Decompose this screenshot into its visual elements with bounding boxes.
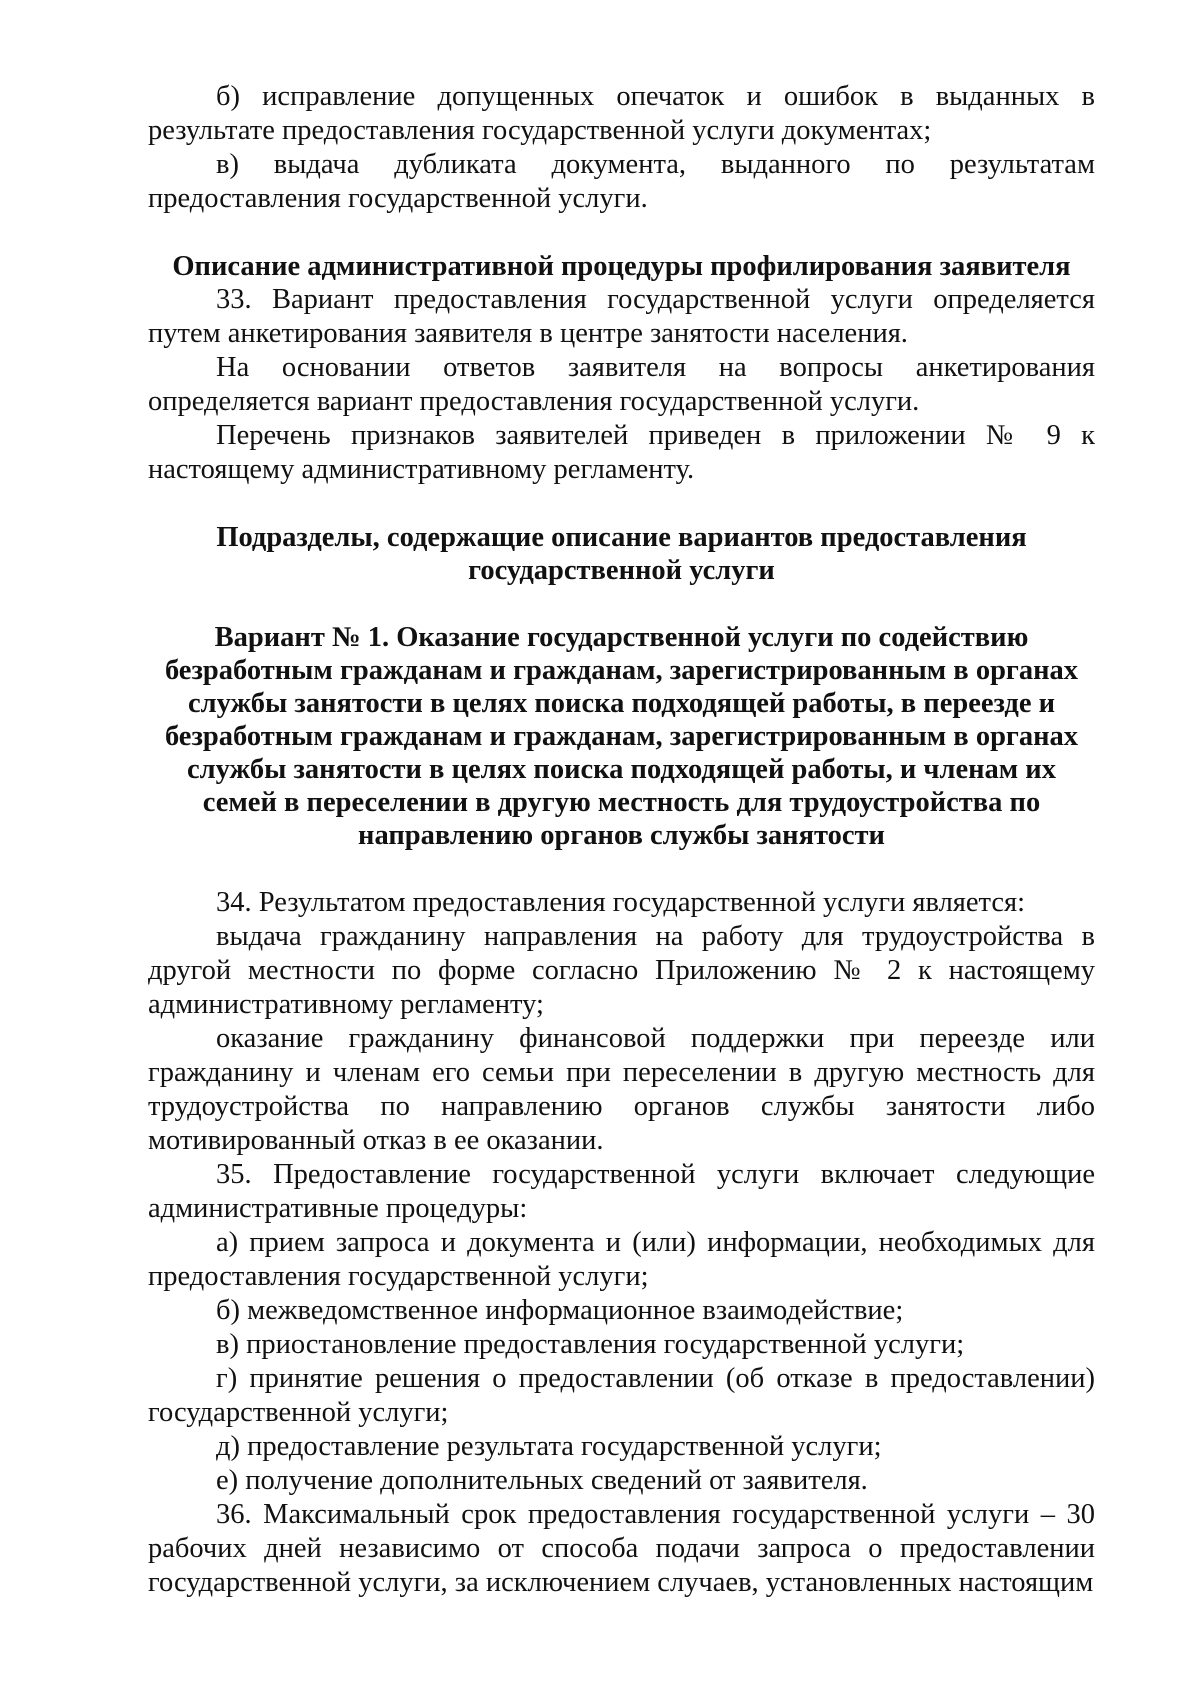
paragraph-35: 35. Предоставление государственной услуги включает следующие административные процедуры: — [148, 1159, 1095, 1224]
paragraph-procedure-d: д) предоставление результата государственной услуги; — [216, 1431, 882, 1462]
paragraph-procedure-v: в) приостановление предоставления государственной услуги; — [216, 1329, 965, 1360]
heading-variant-1: Вариант № 1. Оказание государственной услуги по содействию безработным гражданам и гражданам, зарегистрированным в органах службы занятости в целях поиска подходящей работы, в переезде и безработным гражданам и гражданам, зарегистрированным в органах службы занятости в целях поиска подходящей работы, и членам их семей в переселении в другую местность для трудоустройства по направлению органов службы занятости — [164, 622, 1079, 851]
paragraph-procedure-b: б) межведомственное информационное взаимодействие; — [216, 1295, 904, 1326]
paragraph-applicant-features: Перечень признаков заявителей приведен в приложении № 9 к настоящему административному регламенту. — [148, 420, 1095, 485]
heading-subsections: Подразделы, содержащие описание вариантов предоставления государственной услуги — [216, 522, 1027, 586]
paragraph-item-v-duplicate: в) выдача дубликата документа, выданного по результатам предоставления государственной услуги. — [148, 149, 1095, 214]
paragraph-33: 33. Вариант предоставления государственной услуги определяется путем анкетирования заявителя в центре занятости населения. — [148, 284, 1095, 349]
paragraph-34: 34. Результатом предоставления государственной услуги является: — [216, 887, 1026, 918]
paragraph-survey-answers: На основании ответов заявителя на вопросы анкетирования определяется вариант предоставления государственной услуги. — [148, 352, 1095, 417]
paragraph-result-referral: выдача гражданину направления на работу для трудоустройства в другой местности по форме согласно Приложению № 2 к настоящему административному регламенту; — [148, 921, 1095, 1020]
paragraph-procedure-a: а) прием запроса и документа и (или) информации, необходимых для предоставления государственной услуги; — [148, 1227, 1095, 1292]
paragraph-36: 36. Максимальный срок предоставления государственной услуги – 30 рабочих дней независимо от способа подачи запроса о предоставлении государственной услуги, за исключением случаев, установленных настоящим — [148, 1499, 1095, 1598]
paragraph-result-financial-support: оказание гражданину финансовой поддержки при переезде или гражданину и членам его семьи при переселении в другую местность для трудоустройства по направлению органов службы занятости либо мотивированный отказ в ее оказании. — [148, 1023, 1095, 1156]
paragraph-procedure-g: г) принятие решения о предоставлении (об отказе в предоставлении) государственной услуги; — [148, 1363, 1095, 1428]
heading-profiling: Описание административной процедуры профилирования заявителя — [172, 251, 1071, 282]
paragraph-procedure-e: е) получение дополнительных сведений от заявителя. — [216, 1465, 868, 1496]
paragraph-item-b-correction: б) исправление допущенных опечаток и ошибок в выданных в результате предоставления государственной услуги документах; — [148, 81, 1095, 146]
